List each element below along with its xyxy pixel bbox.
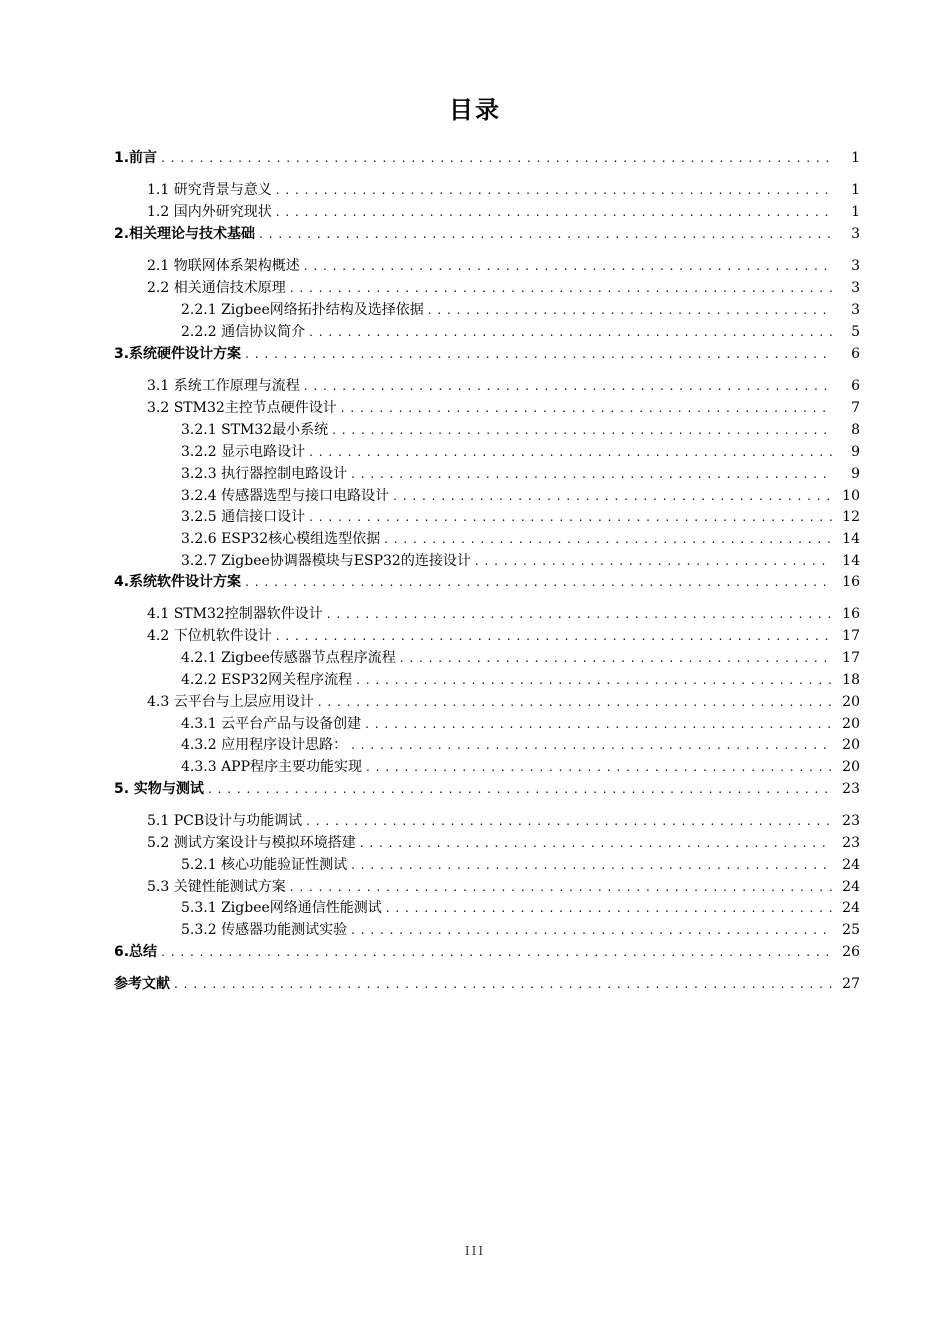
toc-entry-label: 6.总结	[114, 944, 158, 960]
dot-leader	[309, 507, 832, 527]
toc-entry[interactable]	[181, 648, 860, 668]
toc-entry[interactable]	[147, 604, 860, 624]
toc-entry[interactable]	[181, 507, 860, 527]
dot-leader	[309, 322, 832, 342]
toc-entry[interactable]	[181, 300, 860, 320]
toc-entry-page-number: 16	[842, 574, 860, 590]
toc-entry-page-number: 17	[842, 650, 860, 666]
toc-entry-label: 5.1 PCB设计与功能调试	[147, 813, 303, 829]
toc-entry[interactable]	[181, 757, 860, 777]
toc-entry-label: 4.1 STM32控制器软件设计	[147, 606, 323, 622]
dot-leader	[161, 942, 832, 962]
toc-entry-page-number: 24	[842, 879, 860, 895]
toc-entry-page-number: 23	[842, 835, 860, 851]
toc-entry[interactable]	[114, 148, 860, 168]
dot-leader	[276, 626, 832, 646]
toc-entry-page-number: 1	[851, 182, 860, 198]
toc-entry-label: 3.系统硬件设计方案	[114, 346, 242, 362]
toc-entry-label: 3.1 系统工作原理与流程	[147, 378, 300, 394]
toc-entry[interactable]	[147, 692, 860, 712]
toc-entry[interactable]	[181, 551, 860, 571]
toc-entry-label: 3.2.7 Zigbee协调器模块与ESP32的连接设计	[181, 553, 471, 569]
dot-leader	[384, 529, 832, 549]
dot-leader	[245, 572, 832, 592]
toc-entry-page-number: 10	[842, 488, 860, 504]
toc-entry-page-number: 23	[842, 813, 860, 829]
dot-leader	[309, 442, 832, 462]
dot-leader	[161, 148, 832, 168]
toc-entry-label: 1.2 国内外研究现状	[147, 204, 272, 220]
toc-entry-page-number: 6	[851, 378, 860, 394]
toc-entry-page-number: 20	[842, 737, 860, 753]
toc-entry-page-number: 20	[842, 694, 860, 710]
dot-leader	[327, 604, 832, 624]
dot-leader	[306, 811, 832, 831]
dot-leader	[276, 180, 832, 200]
dot-leader	[356, 670, 832, 690]
toc-entry-label: 3.2.4 传感器选型与接口电路设计	[181, 488, 390, 504]
toc-entry[interactable]	[114, 224, 860, 244]
toc-entry[interactable]	[181, 714, 860, 734]
toc-entry-page-number: 9	[851, 444, 860, 460]
toc-entry[interactable]	[181, 920, 860, 940]
toc-entry[interactable]	[147, 256, 860, 276]
toc-entry-label: 1.1 研究背景与意义	[147, 182, 272, 198]
toc-entry-label: 2.相关理论与技术基础	[114, 226, 256, 242]
toc-entry-label: 3.2.5 通信接口设计	[181, 509, 306, 525]
toc-entry-label: 3.2 STM32主控节点硬件设计	[147, 400, 337, 416]
dot-leader	[332, 420, 832, 440]
toc-entry-page-number: 23	[842, 781, 860, 797]
toc-entry-label: 3.2.3 执行器控制电路设计	[181, 466, 348, 482]
toc-entry[interactable]	[147, 398, 860, 418]
dot-leader	[318, 692, 832, 712]
toc-entry[interactable]	[147, 278, 860, 298]
toc-entry-label: 4.3 云平台与上层应用设计	[147, 694, 314, 710]
dot-leader	[304, 376, 832, 396]
toc-entry-page-number: 8	[851, 422, 860, 438]
dot-leader	[290, 278, 832, 298]
toc-entry[interactable]	[147, 626, 860, 646]
dot-leader	[174, 974, 832, 994]
toc-entry[interactable]	[181, 420, 860, 440]
dot-leader	[351, 855, 832, 875]
dot-leader	[351, 735, 832, 755]
toc-entry-page-number: 9	[851, 466, 860, 482]
toc-entry[interactable]	[181, 322, 860, 342]
toc-entry-page-number: 6	[851, 346, 860, 362]
toc-entry[interactable]	[114, 572, 860, 592]
toc-entry-page-number: 3	[851, 302, 860, 318]
toc-entry-label: 5. 实物与测试	[114, 781, 204, 797]
toc-entry-page-number: 20	[842, 759, 860, 775]
toc-entry-label: 5.2 测试方案设计与模拟环境搭建	[147, 835, 356, 851]
dot-leader	[366, 757, 832, 777]
toc-entry-page-number: 3	[851, 280, 860, 296]
toc-entry-page-number: 14	[842, 531, 860, 547]
toc-entry[interactable]	[147, 833, 860, 853]
toc-entry-label: 1.前言	[114, 150, 158, 166]
toc-entry-page-number: 26	[842, 944, 860, 960]
dot-leader	[400, 648, 832, 668]
toc-entry-label: 2.1 物联网体系架构概述	[147, 258, 300, 274]
toc-entry-label: 4.2 下位机软件设计	[147, 628, 272, 644]
toc-entry-label: 4.3.3 APP程序主要功能实现	[181, 759, 363, 775]
dot-leader	[351, 920, 832, 940]
toc-entry[interactable]	[114, 344, 860, 364]
toc-entry-page-number: 18	[842, 672, 860, 688]
toc-entry-label: 4.2.1 Zigbee传感器节点程序流程	[181, 650, 396, 666]
toc-entry-label: 4.系统软件设计方案	[114, 574, 242, 590]
toc-entry-label: 3.2.1 STM32最小系统	[181, 422, 329, 438]
dot-leader	[351, 464, 832, 484]
toc-entry-label: 3.2.6 ESP32核心模组选型依据	[181, 531, 381, 547]
dot-leader	[428, 300, 832, 320]
toc-entry-label: 5.3.2 传感器功能测试实验	[181, 922, 348, 938]
toc-entry[interactable]	[181, 735, 860, 755]
toc-entry[interactable]	[181, 529, 860, 549]
dot-leader	[393, 486, 832, 506]
toc-entry[interactable]	[147, 180, 860, 200]
toc-entry-page-number: 14	[842, 553, 860, 569]
page-title: 目录	[449, 96, 501, 124]
toc-entry-label: 4.3.1 云平台产品与设备创建	[181, 716, 362, 732]
toc-entry-page-number: 25	[842, 922, 860, 938]
toc-entry[interactable]	[114, 942, 860, 962]
toc-entry-page-number: 1	[851, 204, 860, 220]
toc-entry-page-number: 24	[842, 900, 860, 916]
dot-leader	[341, 398, 832, 418]
page-number-footer: III	[464, 1244, 486, 1258]
toc-entry-page-number: 1	[851, 150, 860, 166]
dot-leader	[386, 898, 832, 918]
toc-entry[interactable]	[181, 855, 860, 875]
toc-entry-label: 2.2.1 Zigbee网络拓扑结构及选择依据	[181, 302, 424, 318]
dot-leader	[365, 714, 832, 734]
toc-entry[interactable]	[147, 811, 860, 831]
dot-leader	[245, 344, 832, 364]
dot-leader	[475, 551, 832, 571]
toc-entry[interactable]	[147, 376, 860, 396]
toc-entry-label: 5.3 关键性能测试方案	[147, 879, 286, 895]
toc-entry-label: 2.2 相关通信技术原理	[147, 280, 286, 296]
toc-entry-label: 5.3.1 Zigbee网络通信性能测试	[181, 900, 382, 916]
dot-leader	[290, 877, 832, 897]
toc-entry[interactable]	[114, 974, 860, 994]
toc-entry-page-number: 3	[851, 258, 860, 274]
dot-leader	[259, 224, 832, 244]
toc-entry[interactable]	[114, 779, 860, 799]
toc-entry-label: 4.3.2 应用程序设计思路：	[181, 737, 348, 753]
toc-entry-page-number: 7	[851, 400, 860, 416]
toc-entry-label: 5.2.1 核心功能验证性测试	[181, 857, 348, 873]
toc-entry-page-number: 27	[842, 976, 860, 992]
toc-entry[interactable]	[147, 877, 860, 897]
toc-entry[interactable]	[181, 486, 860, 506]
toc-entry-label: 参考文献	[114, 976, 170, 992]
toc-entry[interactable]	[181, 670, 860, 690]
dot-leader	[276, 202, 832, 222]
toc-entry[interactable]	[181, 464, 860, 484]
dot-leader	[208, 779, 832, 799]
toc-entry-label: 4.2.2 ESP32网关程序流程	[181, 672, 353, 688]
dot-leader	[360, 833, 832, 853]
toc-entry-page-number: 20	[842, 716, 860, 732]
toc-entry-page-number: 12	[842, 509, 860, 525]
toc-entry-page-number: 3	[851, 226, 860, 242]
toc-entry-page-number: 17	[842, 628, 860, 644]
toc-entry-label: 2.2.2 通信协议简介	[181, 324, 306, 340]
toc-entry-page-number: 5	[851, 324, 860, 340]
dot-leader	[304, 256, 832, 276]
toc-entry-page-number: 16	[842, 606, 860, 622]
toc-entry[interactable]	[181, 898, 860, 918]
toc-entry[interactable]	[147, 202, 860, 222]
toc-entry[interactable]	[181, 442, 860, 462]
toc-entry-page-number: 24	[842, 857, 860, 873]
toc-entry-label: 3.2.2 显示电路设计	[181, 444, 306, 460]
